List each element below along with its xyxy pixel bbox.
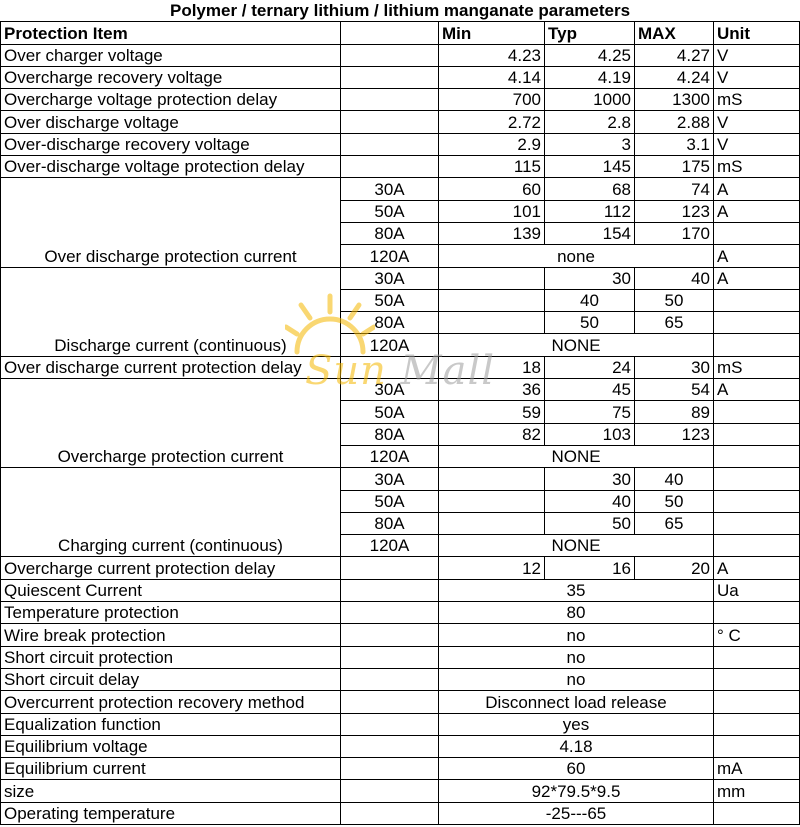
unit-value: mS — [714, 356, 800, 378]
table-row — [1, 713, 800, 735]
header-protection-item: Protection Item — [1, 22, 341, 44]
unit-value: A — [714, 267, 800, 289]
min-value: 139 — [439, 222, 545, 244]
sub-current: 50A — [341, 289, 439, 311]
row-item: Over discharge current protection delay — [1, 356, 341, 378]
header-unit: Unit — [714, 22, 800, 44]
typ-value: 40 — [545, 289, 635, 311]
max-value: 123 — [635, 200, 714, 222]
group-label: Discharge current (continuous) — [1, 267, 341, 356]
unit-value — [714, 512, 800, 534]
table-row — [1, 379, 800, 401]
typ-value: 40 — [545, 490, 635, 512]
typ-value: 30 — [545, 267, 635, 289]
table-row — [1, 624, 800, 646]
typ-value: 16 — [545, 557, 635, 579]
max-value: 20 — [635, 557, 714, 579]
unit-value: A — [714, 200, 800, 222]
header-blank — [341, 22, 439, 44]
watermark-mall-text: Mall — [400, 348, 496, 394]
max-value: 123 — [635, 423, 714, 445]
sub-current: 30A — [341, 379, 439, 401]
row-item: Overcharge recovery voltage — [1, 66, 341, 88]
max-value: 30 — [635, 356, 714, 378]
unit-value: Ua — [714, 579, 800, 601]
sub-current: 30A — [341, 468, 439, 490]
unit-value: A — [714, 178, 800, 200]
watermark-sun-text: Sun — [305, 348, 387, 394]
table-title: Polymer / ternary lithium / lithium manganate parameters — [169, 1, 631, 21]
table-row — [1, 267, 800, 289]
sub-current: 120A — [341, 535, 439, 557]
row-item: size — [1, 780, 341, 802]
spanned-value: 80 — [439, 602, 714, 624]
unit-value — [714, 468, 800, 490]
sub-current: 80A — [341, 512, 439, 534]
unit-value — [714, 535, 800, 557]
spanned-value: -25---65 — [439, 802, 714, 824]
table-row — [1, 780, 800, 802]
spanned-value: 35 — [439, 579, 714, 601]
row-item: Short circuit protection — [1, 646, 341, 668]
unit-value: A — [714, 557, 800, 579]
table-row — [1, 691, 800, 713]
group-label: Overcharge protection current — [1, 379, 341, 468]
unit-value: mS — [714, 89, 800, 111]
sub-current: 120A — [341, 445, 439, 467]
table-row — [1, 133, 800, 155]
table-row — [1, 557, 800, 579]
typ-value: 112 — [545, 200, 635, 222]
max-value: 65 — [635, 512, 714, 534]
row-item: Overcharge voltage protection delay — [1, 89, 341, 111]
min-value: 2.9 — [439, 133, 545, 155]
table-row — [1, 468, 800, 490]
max-value: 40 — [635, 267, 714, 289]
min-value — [439, 312, 545, 334]
unit-value: A — [714, 245, 800, 267]
unit-value — [714, 668, 800, 690]
table-row — [1, 758, 800, 780]
typ-value: 30 — [545, 468, 635, 490]
typ-value: 103 — [545, 423, 635, 445]
typ-value: 154 — [545, 222, 635, 244]
typ-value: 1000 — [545, 89, 635, 111]
max-value: 89 — [635, 401, 714, 423]
unit-value — [714, 445, 800, 467]
min-value: 4.23 — [439, 44, 545, 66]
min-value: 36 — [439, 379, 545, 401]
unit-value — [714, 735, 800, 757]
spanned-value: yes — [439, 713, 714, 735]
unit-value — [714, 334, 800, 356]
max-value: 40 — [635, 468, 714, 490]
max-value: 175 — [635, 156, 714, 178]
table-row — [1, 668, 800, 690]
table-row — [1, 735, 800, 757]
table-row — [1, 156, 800, 178]
spanned-value: no — [439, 624, 714, 646]
max-value: 50 — [635, 289, 714, 311]
row-item: Overcurrent protection recovery method — [1, 691, 341, 713]
sub-current: 50A — [341, 490, 439, 512]
typ-value: 4.25 — [545, 44, 635, 66]
max-value: 74 — [635, 178, 714, 200]
typ-value: 68 — [545, 178, 635, 200]
row-item: Equalization function — [1, 713, 341, 735]
unit-value: V — [714, 111, 800, 133]
typ-value: 24 — [545, 356, 635, 378]
sub-current: 30A — [341, 267, 439, 289]
max-value: 2.88 — [635, 111, 714, 133]
unit-value — [714, 646, 800, 668]
unit-value — [714, 602, 800, 624]
min-value: 18 — [439, 356, 545, 378]
table-row — [1, 802, 800, 824]
unit-value: mS — [714, 156, 800, 178]
unit-value: V — [714, 133, 800, 155]
max-value: 170 — [635, 222, 714, 244]
spanned-value: no — [439, 646, 714, 668]
typ-value: 75 — [545, 401, 635, 423]
row-item: Overcharge current protection delay — [1, 557, 341, 579]
min-value: 2.72 — [439, 111, 545, 133]
sub-current: 50A — [341, 401, 439, 423]
unit-value: mm — [714, 780, 800, 802]
min-value: 12 — [439, 557, 545, 579]
typ-value: 3 — [545, 133, 635, 155]
unit-value: mA — [714, 758, 800, 780]
unit-value — [714, 423, 800, 445]
table-row — [1, 602, 800, 624]
spanned-value: 92*79.5*9.5 — [439, 780, 714, 802]
max-value: 54 — [635, 379, 714, 401]
unit-value: ° C — [714, 624, 800, 646]
min-value: 59 — [439, 401, 545, 423]
sub-current: 50A — [341, 200, 439, 222]
min-value — [439, 468, 545, 490]
unit-value — [714, 222, 800, 244]
spanned-value: none — [439, 245, 714, 267]
min-value: 60 — [439, 178, 545, 200]
row-item: Over-discharge recovery voltage — [1, 133, 341, 155]
table-row — [1, 356, 800, 378]
min-value — [439, 289, 545, 311]
unit-value — [714, 401, 800, 423]
table-row — [1, 646, 800, 668]
max-value: 4.27 — [635, 44, 714, 66]
row-item: Equilibrium voltage — [1, 735, 341, 757]
min-value: 4.14 — [439, 66, 545, 88]
header-min: Min — [439, 22, 545, 44]
unit-value: A — [714, 379, 800, 401]
min-value — [439, 512, 545, 534]
row-item: Short circuit delay — [1, 668, 341, 690]
min-value — [439, 490, 545, 512]
row-item: Over discharge voltage — [1, 111, 341, 133]
spanned-value: no — [439, 668, 714, 690]
sub-current: 80A — [341, 312, 439, 334]
max-value: 65 — [635, 312, 714, 334]
sub-current: 120A — [341, 334, 439, 356]
max-value: 3.1 — [635, 133, 714, 155]
row-item: Over charger voltage — [1, 44, 341, 66]
row-item: Over-discharge voltage protection delay — [1, 156, 341, 178]
unit-value: V — [714, 44, 800, 66]
spanned-value: 4.18 — [439, 735, 714, 757]
table-row — [1, 579, 800, 601]
max-value: 1300 — [635, 89, 714, 111]
unit-value — [714, 691, 800, 713]
sub-current: 80A — [341, 222, 439, 244]
min-value: 82 — [439, 423, 545, 445]
min-value: 700 — [439, 89, 545, 111]
unit-value — [714, 490, 800, 512]
table-row — [1, 44, 800, 66]
unit-value — [714, 312, 800, 334]
spanned-value: NONE — [439, 535, 714, 557]
header-max: MAX — [635, 22, 714, 44]
table-row — [1, 111, 800, 133]
row-item: Equilibrium current — [1, 758, 341, 780]
spanned-value: 60 — [439, 758, 714, 780]
unit-value: V — [714, 66, 800, 88]
typ-value: 4.19 — [545, 66, 635, 88]
unit-value — [714, 289, 800, 311]
row-item: Operating temperature — [1, 802, 341, 824]
sub-current: 80A — [341, 423, 439, 445]
max-value: 50 — [635, 490, 714, 512]
group-label: Over discharge protection current — [1, 178, 341, 267]
header-typ: Typ — [545, 22, 635, 44]
sub-current: 120A — [341, 245, 439, 267]
row-item: Quiescent Current — [1, 579, 341, 601]
unit-value — [714, 713, 800, 735]
sub-current: 30A — [341, 178, 439, 200]
row-item: Wire break protection — [1, 624, 341, 646]
spanned-value: NONE — [439, 334, 714, 356]
typ-value: 50 — [545, 512, 635, 534]
min-value: 101 — [439, 200, 545, 222]
spanned-value: NONE — [439, 445, 714, 467]
typ-value: 2.8 — [545, 111, 635, 133]
table-row — [1, 66, 800, 88]
max-value: 4.24 — [635, 66, 714, 88]
min-value: 115 — [439, 156, 545, 178]
row-item: Temperature protection — [1, 602, 341, 624]
header-row — [1, 22, 800, 44]
typ-value: 50 — [545, 312, 635, 334]
table-row — [1, 178, 800, 200]
min-value — [439, 267, 545, 289]
spanned-value: Disconnect load release — [439, 691, 714, 713]
group-label: Charging current (continuous) — [1, 468, 341, 557]
unit-value — [714, 802, 800, 824]
typ-value: 45 — [545, 379, 635, 401]
typ-value: 145 — [545, 156, 635, 178]
table-row — [1, 89, 800, 111]
